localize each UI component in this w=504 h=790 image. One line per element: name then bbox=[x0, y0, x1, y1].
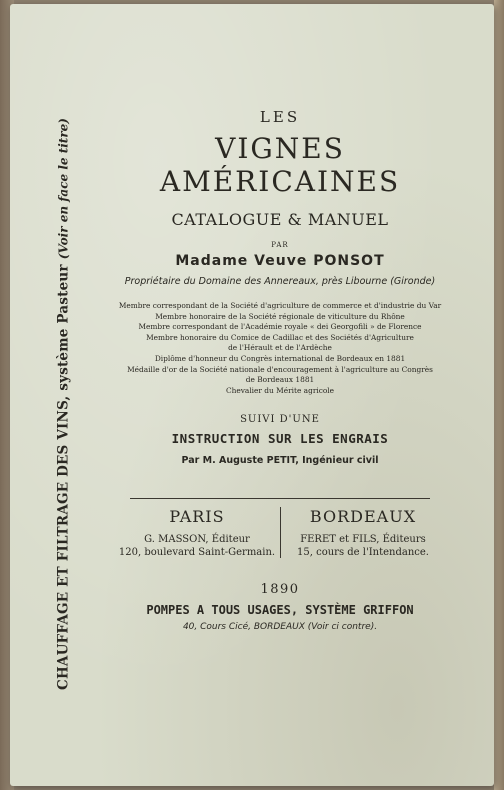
honor-line: Médaille d'or de la Société nationale d'encouragement à l'agriculture au Congrès bbox=[127, 364, 433, 374]
book-cover bbox=[10, 4, 494, 786]
spine-text bbox=[53, 118, 72, 690]
supplement-author: Par M. Auguste PETIT, Ingénieur civil bbox=[181, 455, 379, 467]
publisher-address: 120, boulevard Saint-Germain. bbox=[118, 547, 276, 559]
spine-note-text: (Voir en face le titre) bbox=[56, 118, 71, 260]
honor-line: Chevalier du Mérite agricole bbox=[225, 385, 335, 395]
honor-line: Diplôme d'honneur du Congrès international de Bordeaux en 1881 bbox=[154, 353, 406, 363]
honors-list bbox=[110, 301, 450, 396]
book-subtitle: CATALOGUE & MANUEL bbox=[171, 210, 389, 229]
publisher-address: 15, cours de l'Intendance. bbox=[297, 547, 429, 559]
publisher-city: PARIS bbox=[169, 507, 225, 527]
author-affiliation: Propriétaire du Domaine des Annereaux, près Libourne (Gironde) bbox=[124, 276, 436, 287]
advert-address: 40, Cours Cicé, BORDEAUX (Voir ci contre). bbox=[182, 622, 378, 633]
backdrop-right bbox=[494, 0, 504, 790]
honor-line: Membre correspondant de la Société d'agriculture de commerce et d'industrie du Var bbox=[118, 301, 442, 310]
honor-line: Membre correspondant de l'Académie royale « dei Georgofili » de Florence bbox=[138, 322, 422, 332]
honor-line: de Bordeaux 1881 bbox=[245, 375, 315, 385]
publisher-paris bbox=[115, 507, 280, 558]
spine-column bbox=[32, 64, 92, 744]
publisher-name: FERET et FILS, Éditeurs bbox=[300, 534, 426, 546]
title-article: LES bbox=[259, 108, 301, 126]
publication-year: 1890 bbox=[260, 582, 300, 598]
book-title: VIGNES AMÉRICAINES bbox=[159, 132, 401, 198]
author-name: Madame Veuve PONSOT bbox=[175, 253, 385, 269]
followed-by-label: SUIVI D'UNE bbox=[240, 414, 320, 426]
honor-line: Membre honoraire du Comice de Cadillac et des Sociétés d'Agriculture bbox=[146, 332, 414, 342]
divider-rule bbox=[130, 498, 430, 499]
by-label: PAR bbox=[271, 241, 289, 249]
advert-title: POMPES A TOUS USAGES, SYSTÈME GRIFFON bbox=[146, 603, 414, 618]
supplement-title: INSTRUCTION SUR LES ENGRAIS bbox=[171, 431, 389, 447]
publishers bbox=[110, 507, 450, 558]
honor-line: Membre honoraire de la Société régionale de viticulture du Rhône bbox=[155, 311, 405, 321]
honor-line: de l'Hérault et de l'Ardèche bbox=[228, 343, 332, 353]
publisher-bordeaux bbox=[280, 507, 446, 558]
publisher-city: BORDEAUX bbox=[309, 507, 417, 527]
spine-main-text: CHAUFFAGE ET FILTRAGE DES VINS, système Pasteur bbox=[55, 264, 72, 690]
title-page bbox=[110, 94, 450, 632]
publisher-name: G. MASSON, Éditeur bbox=[144, 534, 250, 546]
